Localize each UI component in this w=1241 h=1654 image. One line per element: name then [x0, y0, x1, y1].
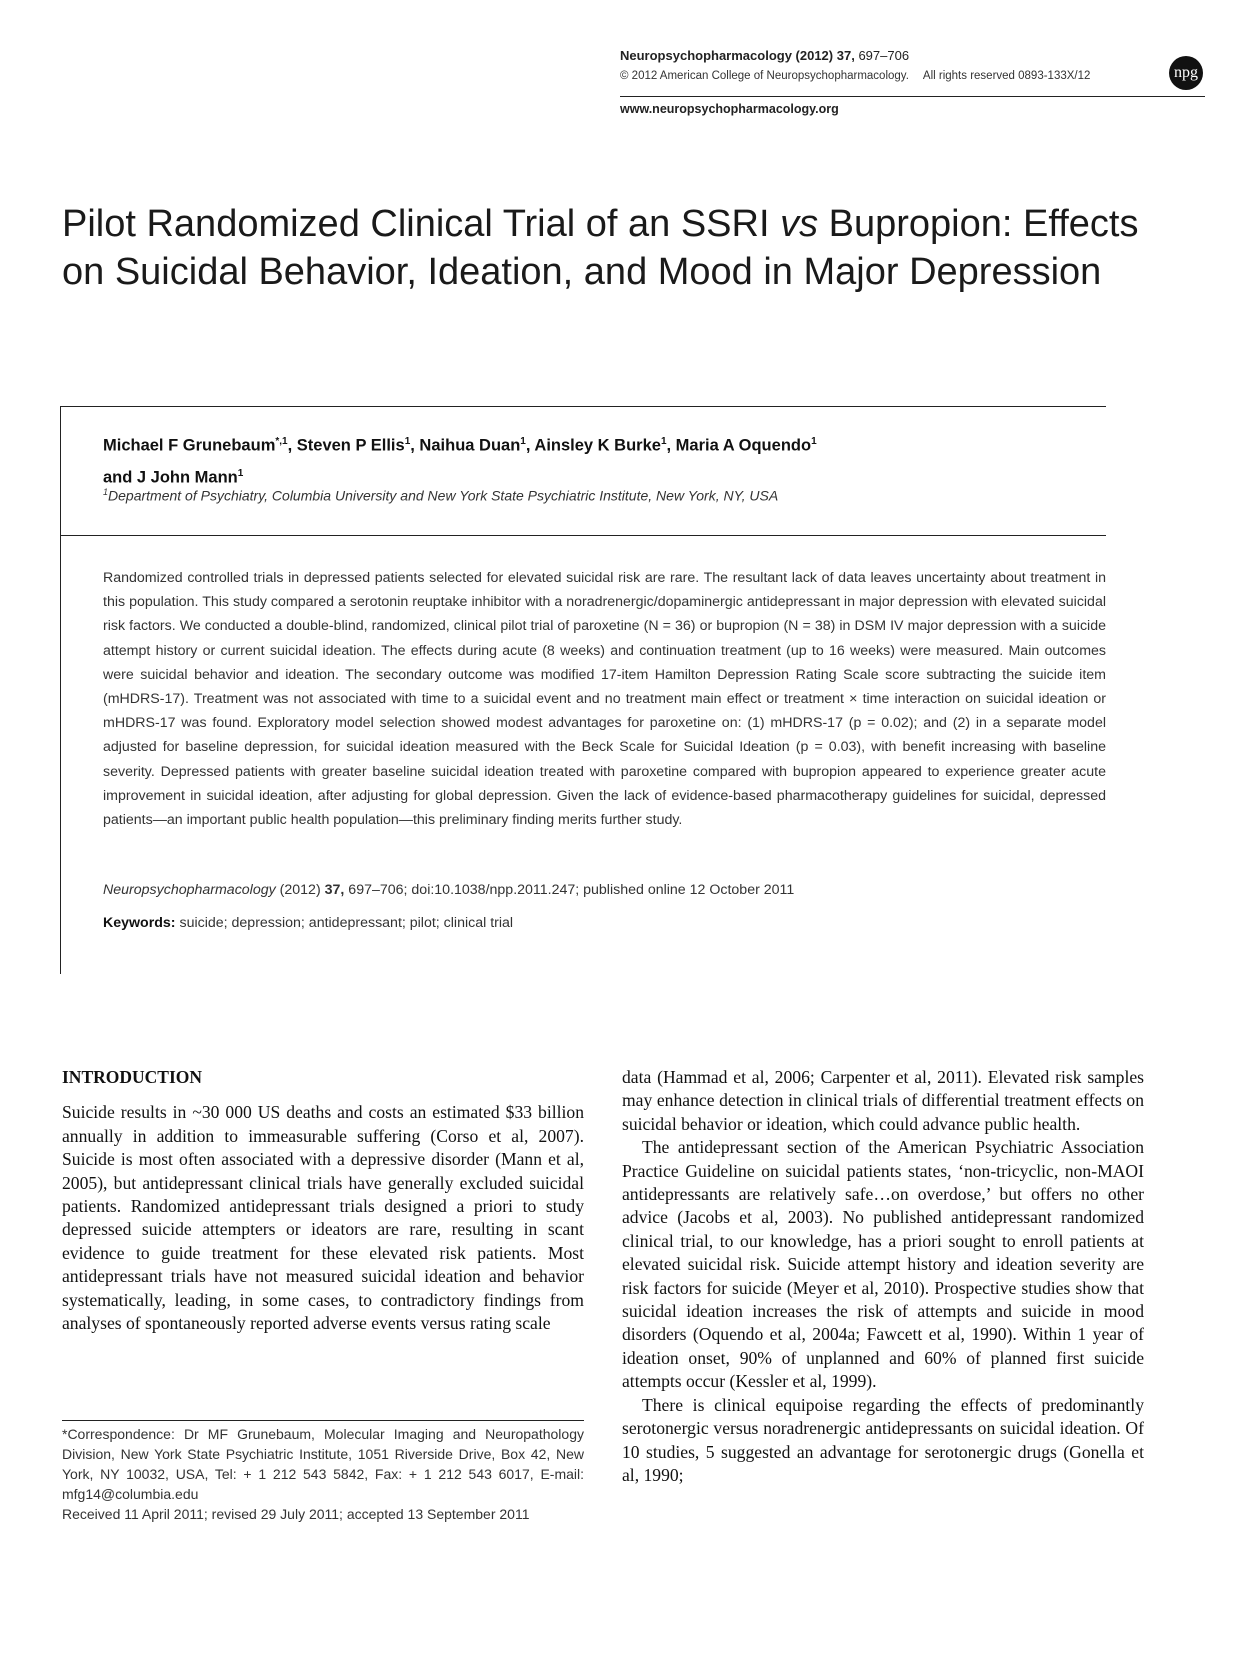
journal-name-volume: Neuropsychopharmacology (2012) 37,	[620, 48, 855, 63]
rights-text: All rights reserved 0893-133X/12	[922, 70, 1091, 82]
author-duan: , Naihua Duan	[410, 436, 521, 455]
section-heading-introduction: INTRODUCTION	[62, 1067, 203, 1087]
citation-year: (2012)	[275, 882, 325, 898]
keywords	[103, 915, 513, 931]
author-ellis: , Steven P Ellis	[287, 436, 405, 455]
affiliation-sup: 1	[103, 487, 109, 497]
author-grunebaum: Michael F Grunebaum	[103, 436, 276, 455]
keywords-label: Keywords:	[103, 915, 176, 931]
citation-volume: 37,	[324, 882, 345, 898]
abstract-text: Randomized controlled trials in depressed patients selected for elevated suicidal risk are rare. The resultant lack of data leaves uncertainty about treatment in this population. This study compared a serotonin reuptake inhibitor with a noradrenergic/dopaminergic antidepressant in major depression with elevated suicidal risk factors. We conducted a double-blind, randomized, clinical pilot trial of paroxetine (N = 36) or bupropion (N = 38) in DSM IV major depression with a suicide attempt history or current suicidal ideation. The effects during acute (8 weeks) and continuation treatment (up to 16 weeks) were measured. Main outcomes were suicidal behavior and ideation. The secondary outcome was modified 17-item Hamilton Depression Rating Scale score subtracting the suicide item (mHDRS-17). Treatment was not associated with time to a suicidal event and no treatment main effect or treatment × time interaction on suicidal ideation or mHDRS-17 was found. Exploratory model selection showed modest advantages for paroxetine on: (1) mHDRS-17 (p = 0.02); and (2) in a separate model adjusted for baseline depression, for suicidal ideation measured with the Beck Scale for Suicidal Ideation (p = 0.03), with benefit increasing with baseline severity. Depressed patients with greater baseline suicidal ideation treated with paroxetine compared with bupropion appeared to experience greater acute improvement in suicidal ideation, after adjusting for global depression. Given the lack of evidence-based pharmacotherapy guidelines for suicidal, depressed patients—an important public health population—this preliminary finding merits further study.	[103, 570, 1106, 829]
copyright-text: © 2012 American College of Neuropsychopharmacology.	[620, 70, 909, 82]
journal-pages: 697–706	[858, 48, 910, 63]
abstract-citation	[103, 882, 794, 898]
author-list	[103, 428, 1063, 491]
author-burke: , Ainsley K Burke	[525, 436, 661, 455]
received-dates: Received 11 April 2011; revised 29 July 2011; accepted 13 September 2011	[62, 1506, 530, 1522]
header-divider	[620, 96, 1205, 97]
journal-url[interactable]: www.neuropsychopharmacology.org	[620, 102, 839, 116]
abstract-box-top-rule	[60, 406, 1106, 407]
intro-paragraph-1-cont: data (Hammad et al, 2006; Carpenter et al, 2011). Elevated risk samples may enhance detection in clinical trials of differential treatment effects on suicidal behavior or ideation, which could advance public health.	[622, 1067, 1144, 1134]
abstract-box-mid-rule	[60, 535, 1106, 536]
author-mann: and J John Mann	[103, 468, 238, 486]
author-sup: *,1	[275, 436, 288, 447]
journal-citation-header	[620, 48, 909, 63]
affiliation-text: Department of Psychiatry, Columbia University and New York State Psychiatric Institute, New York, NY, USA	[108, 487, 779, 504]
copyright-line	[620, 70, 1090, 82]
author-oquendo: , Maria A Oquendo	[666, 436, 812, 455]
footnote-divider	[62, 1420, 584, 1421]
author-sup: 1	[520, 436, 526, 447]
title-part-1: Pilot Randomized Clinical Trial of an SSRI	[62, 203, 781, 245]
correspondence-note: *Correspondence: Dr MF Grunebaum, Molecular Imaging and Neuropathology Division, New York State Psychiatric Institute, 1051 Riverside Drive, Box 42, New York, NY 10032, USA, Tel: + 1 212 543 5842, Fax: + 1 212 543 6017, E-mail: mfg14@columbia.edu	[62, 1426, 584, 1502]
footnote	[62, 1424, 584, 1524]
intro-paragraph-2: The antidepressant section of the American Psychiatric Association Practice Guideline on suicidal patients states, ‘non-tricyclic, non-MAOI antidepressants are relatively safe…on overdose,’ but offers no other advice (Jacobs et al, 2003). No published antidepressant randomized clinical trial, to our knowledge, has a priori sought to enroll patients at elevated suicidal risk. Suicide attempt history and ideation severity are risk factors for suicide (Meyer et al, 2010). Prospective studies show that suicidal ideation increases the risk of attempts and suicide in mood disorders (Oquendo et al, 2004a; Fawcett et al, 1990). Within 1 year of ideation onset, 90% of unplanned and 60% of planned first suicide attempts occur (Kessler et al, 1999).	[622, 1137, 1144, 1392]
body-right-column	[622, 1066, 1144, 1487]
affiliation	[103, 487, 778, 504]
intro-paragraph-1: Suicide results in ~30 000 US deaths and costs an estimated $33 billion annually in addition to immeasurable suffering (Corso et al, 2007). Suicide is most often associated with a depressive disorder (Mann et al, 2005), but antidepressant clinical trials have generally excluded suicidal patients. Randomized antidepressant trials designed a priori to study depressed suicide attempters or ideators are rare, resulting in scant evidence to guide treatment for these elevated risk patients. Most antidepressant trials have not measured suicidal ideation and behavior systematically, leading, in some cases, to contradictory findings from analyses of spontaneously reported adverse events versus rating scale	[62, 1102, 584, 1334]
npg-logo-icon: npg	[1169, 56, 1203, 90]
body-left-column	[62, 1066, 584, 1335]
keywords-list: suicide; depression; antidepressant; pilot; clinical trial	[175, 915, 514, 931]
intro-paragraph-3: There is clinical equipoise regarding the effects of predominantly serotonergic versus noradrenergic antidepressants on suicidal ideation. Of 10 studies, 5 suggested an advantage for serotonergic drugs (Gonella et al, 1990;	[622, 1394, 1144, 1485]
abstract-box-left-rule	[60, 406, 61, 974]
author-sup: 1	[237, 467, 244, 479]
author-sup: 1	[660, 436, 667, 447]
title-part-2: Bupropion: Effects on Suicidal Behavior, Ideation, and Mood in Major Depression	[62, 203, 1139, 293]
title-vs: vs	[780, 203, 819, 245]
citation-doi: 697–706; doi:10.1038/npp.2011.247; published online 12 October 2011	[344, 882, 795, 898]
author-sup: 1	[811, 436, 817, 447]
author-sup: 1	[404, 436, 411, 447]
citation-journal: Neuropsychopharmacology	[103, 882, 276, 898]
article-title	[62, 200, 1162, 296]
